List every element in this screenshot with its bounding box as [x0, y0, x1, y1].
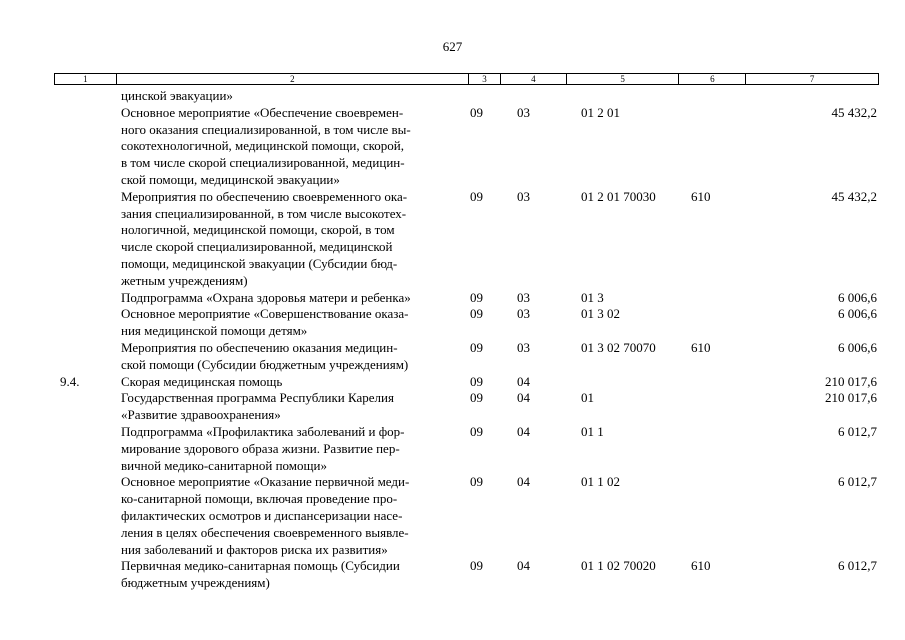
item-name-line: Мероприятия по обеспечению своевременного ока- — [121, 188, 408, 204]
target-article-code: 01 2 01 70030 — [581, 188, 656, 204]
table-row — [0, 424, 905, 474]
table-row — [0, 340, 905, 374]
item-name — [121, 424, 466, 474]
section-code: 09 — [470, 104, 483, 120]
target-article-code: 01 3 — [581, 289, 604, 305]
target-article-code: 01 1 — [581, 423, 604, 439]
table-row — [0, 474, 905, 558]
amount-value: 45 432,2 — [831, 188, 877, 204]
item-name-line: Скорая медицинская помощь — [121, 373, 283, 389]
subsection-code: 04 — [517, 373, 530, 389]
item-name — [121, 390, 466, 424]
subsection-code: 03 — [517, 289, 530, 305]
section-code: 09 — [470, 339, 483, 355]
item-name-line: Основное мероприятие «Обеспечение своевремен- — [121, 104, 404, 120]
item-name-line: Государственная программа Республики Карелия — [121, 390, 394, 406]
section-code: 09 — [470, 474, 483, 490]
header-col-5: 5 — [567, 74, 680, 84]
item-name-line: в том числе скорой специализированной, медицин- — [121, 155, 405, 171]
table-body — [0, 88, 905, 592]
item-name-line: мирование здорового образа жизни. Развитие пер- — [121, 440, 400, 456]
table-row — [0, 558, 905, 592]
amount-value: 210 017,6 — [825, 373, 877, 389]
item-name — [121, 105, 466, 189]
table-row — [0, 189, 905, 290]
item-name — [121, 374, 466, 391]
item-name-line: филактических осмотров и диспансеризации насе- — [121, 507, 403, 523]
subsection-code: 04 — [517, 390, 530, 406]
amount-value: 210 017,6 — [825, 390, 877, 406]
table-row — [0, 306, 905, 340]
item-name-line: ко-санитарной помощи, включая проведение про- — [121, 491, 398, 507]
item-name — [121, 474, 466, 558]
item-name-line: жетным учреждениям) — [121, 272, 248, 288]
table-row — [0, 374, 905, 391]
item-name-line: зания специализированной, в том числе высокотех- — [121, 205, 407, 221]
subsection-code: 03 — [517, 104, 530, 120]
subsection-code: 04 — [517, 558, 530, 574]
subsection-code: 03 — [517, 188, 530, 204]
amount-value: 45 432,2 — [831, 104, 877, 120]
item-name-line: Подпрограмма «Охрана здоровья матери и ребенка» — [121, 289, 411, 305]
section-code: 09 — [470, 306, 483, 322]
target-article-code: 01 — [581, 390, 594, 406]
item-name-line: Основное мероприятие «Оказание первичной меди- — [121, 474, 410, 490]
table-row — [0, 290, 905, 307]
header-col-1: 1 — [55, 74, 117, 84]
item-name — [121, 340, 466, 374]
header-col-3: 3 — [469, 74, 501, 84]
item-name-line: ния медицинской помощи детям» — [121, 323, 308, 339]
amount-value: 6 006,6 — [838, 339, 877, 355]
header-col-7: 7 — [809, 74, 815, 84]
item-name-line: помощи, медицинской эвакуации (Субсидии бюд- — [121, 255, 398, 271]
item-name-line: вичной медико-санитарной помощи» — [121, 457, 327, 473]
item-name-line: ской помощи, медицинской эвакуации» — [121, 171, 340, 187]
item-name-line: сокотехнологичной, медицинской помощи, скорой, — [121, 138, 404, 154]
item-name-line: нологичной, медицинской помощи, скорой, в том — [121, 222, 395, 238]
item-name-line: Первичная медико-санитарная помощь (Субсидии — [121, 558, 400, 574]
section-code: 09 — [470, 423, 483, 439]
amount-value: 6 012,7 — [838, 423, 877, 439]
amount-value: 6 012,7 — [838, 474, 877, 490]
item-name — [121, 88, 466, 105]
amount-value: 6 012,7 — [838, 558, 877, 574]
item-name-line: Мероприятия по обеспечению оказания медицин- — [121, 339, 398, 355]
item-name-line: числе скорой специализированной, медицинской — [121, 239, 393, 255]
section-code: 09 — [470, 188, 483, 204]
target-article-code: 01 1 02 70020 — [581, 558, 656, 574]
table-row — [0, 390, 905, 424]
target-article-code: 01 3 02 — [581, 306, 620, 322]
section-code: 09 — [470, 390, 483, 406]
item-name-line: Основное мероприятие «Совершенствование оказа- — [121, 306, 409, 322]
table-row — [0, 105, 905, 189]
expense-type-code: 610 — [691, 339, 711, 355]
item-name-line: цинской эвакуации» — [121, 88, 233, 103]
item-name-line: ния заболеваний и факторов риска их развития» — [121, 541, 388, 557]
item-name-line: ления в целях обеспечения своевременного выявле- — [121, 524, 409, 540]
item-name — [121, 290, 466, 307]
item-name-line: бюджетным учреждениям) — [121, 575, 270, 591]
subsection-code: 03 — [517, 339, 530, 355]
item-name-line: ного оказания специализированной, в том числе вы- — [121, 121, 411, 137]
table-row — [0, 88, 905, 105]
table-header — [54, 73, 879, 85]
target-article-code: 01 2 01 — [581, 104, 620, 120]
item-name — [121, 558, 466, 592]
row-number: 9.4. — [60, 373, 80, 389]
target-article-code: 01 1 02 — [581, 474, 620, 490]
expense-type-code: 610 — [691, 558, 711, 574]
target-article-code: 01 3 02 70070 — [581, 339, 656, 355]
item-name — [121, 189, 466, 290]
header-col-2: 2 — [117, 74, 469, 84]
subsection-code: 03 — [517, 306, 530, 322]
subsection-code: 04 — [517, 474, 530, 490]
section-code: 09 — [470, 558, 483, 574]
item-name-line: Подпрограмма «Профилактика заболеваний и фор- — [121, 423, 405, 439]
item-name-line: «Развитие здравоохранения» — [121, 407, 281, 423]
section-code: 09 — [470, 289, 483, 305]
section-code: 09 — [470, 373, 483, 389]
subsection-code: 04 — [517, 423, 530, 439]
page-number: 627 — [442, 39, 463, 54]
item-name — [121, 306, 466, 340]
amount-value: 6 006,6 — [838, 306, 877, 322]
item-name-line: ской помощи (Субсидии бюджетным учреждениям) — [121, 356, 409, 372]
header-col-4: 4 — [501, 74, 567, 84]
amount-value: 6 006,6 — [838, 289, 877, 305]
expense-type-code: 610 — [691, 188, 711, 204]
header-col-6: 6 — [679, 74, 746, 84]
